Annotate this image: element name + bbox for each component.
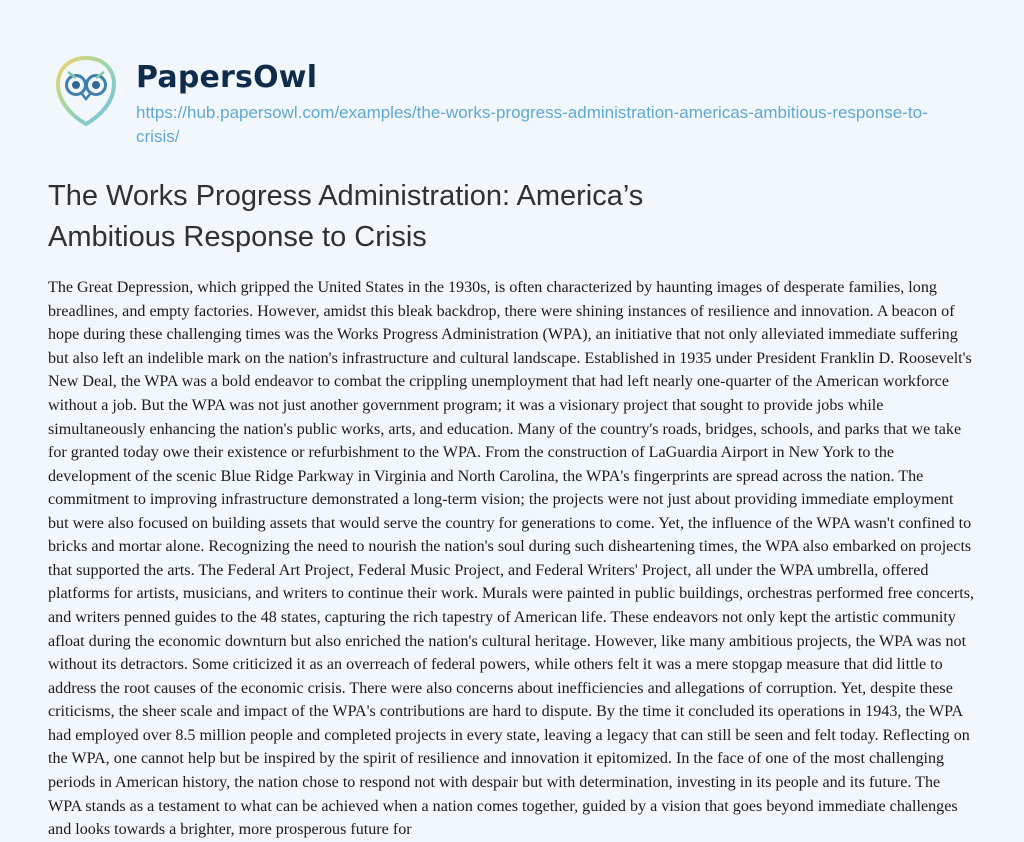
source-url[interactable]: https://hub.papersowl.com/examples/the-works-progress-administration-americas-ambitious-response-to-crisis/: [136, 102, 928, 147]
page-title: The Works Progress Administration: America’s Ambitious Response to Crisis: [48, 179, 644, 253]
brand-block: [136, 52, 956, 150]
brand-name: PapersOwl: [136, 60, 318, 95]
owl-logo-icon: [48, 52, 124, 128]
article-body: [48, 276, 976, 842]
article-paragraph: The Great Depression, which gripped the United States in the 1930s, is often characterized by haunting images of desperate families, long breadlines, and empty factories. However, amidst this bleak backdrop, there were shining instances of resilience and innovation. A beacon of hope during these challenging times was the Works Progress Administration (WPA), an initiative that not only alleviated immediate suffering but also left an indelible mark on the nation's infrastructure and cultural landscape. Established in 1935 under President Franklin D. Roosevelt's New Deal, the WPA was a bold endeavor to combat the crippling unemployment that had left nearly one-quarter of the American workforce without a job. But the WPA was not just another government program; it was a visionary project that sought to provide jobs while simultaneously enhancing the nation's public works, arts, and education. Many of the country's roads, bridges, schools, and parks that we take for granted today owe their existence or refurbishment to the WPA. From the construction of LaGuardia Airport in New York to the development of the scenic Blue Ridge Parkway in Virginia and North Carolina, the WPA's fingerprints are spread across the nation. The commitment to improving infrastructure demonstrated a long-term vision; the projects were not just about providing immediate employment but were also focused on building assets that would serve the country for generations to come. Yet, the influence of the WPA wasn't confined to bricks and mortar alone. Recognizing the need to nourish the nation's soul during such disheartening times, the WPA also embarked on projects that supported the arts. The Federal Art Project, Federal Music Project, and Federal Writers' Project, all under the WPA umbrella, offered platforms for artists, musicians, and writers to continue their work. Murals were painted in public buildings, orchestras performed free concerts, and writers penned guides to the 48 states, capturing the rich tapestry of American life. These endeavors not only kept the artistic community afloat during the economic downturn but also enriched the nation's cultural heritage. However, like many ambitious projects, the WPA was not without its detractors. Some criticized it as an overreach of federal powers, while others felt it was a mere stopgap measure that did little to address the root causes of the economic crisis. There were also concerns about inefficiencies and allegations of corruption. Yet, despite these criticisms, the sheer scale and impact of the WPA's contributions are hard to dispute. By the time it concluded its operations in 1943, the WPA had employed over 8.5 million people and completed projects in every state, leaving a legacy that can still be seen and felt today. Reflecting on the WPA, one cannot help but be inspired by the spirit of resilience and innovation it epitomized. In the face of one of the most challenging periods in American history, the nation chose to respond not with despair but with determination, investing in its people and its future. The WPA stands as a testament to what can be achieved when a nation comes together, guided by a vision that goes beyond immediate challenges and looks towards a brighter, more prosperous future for: [48, 279, 975, 839]
site-header: [0, 0, 1024, 150]
